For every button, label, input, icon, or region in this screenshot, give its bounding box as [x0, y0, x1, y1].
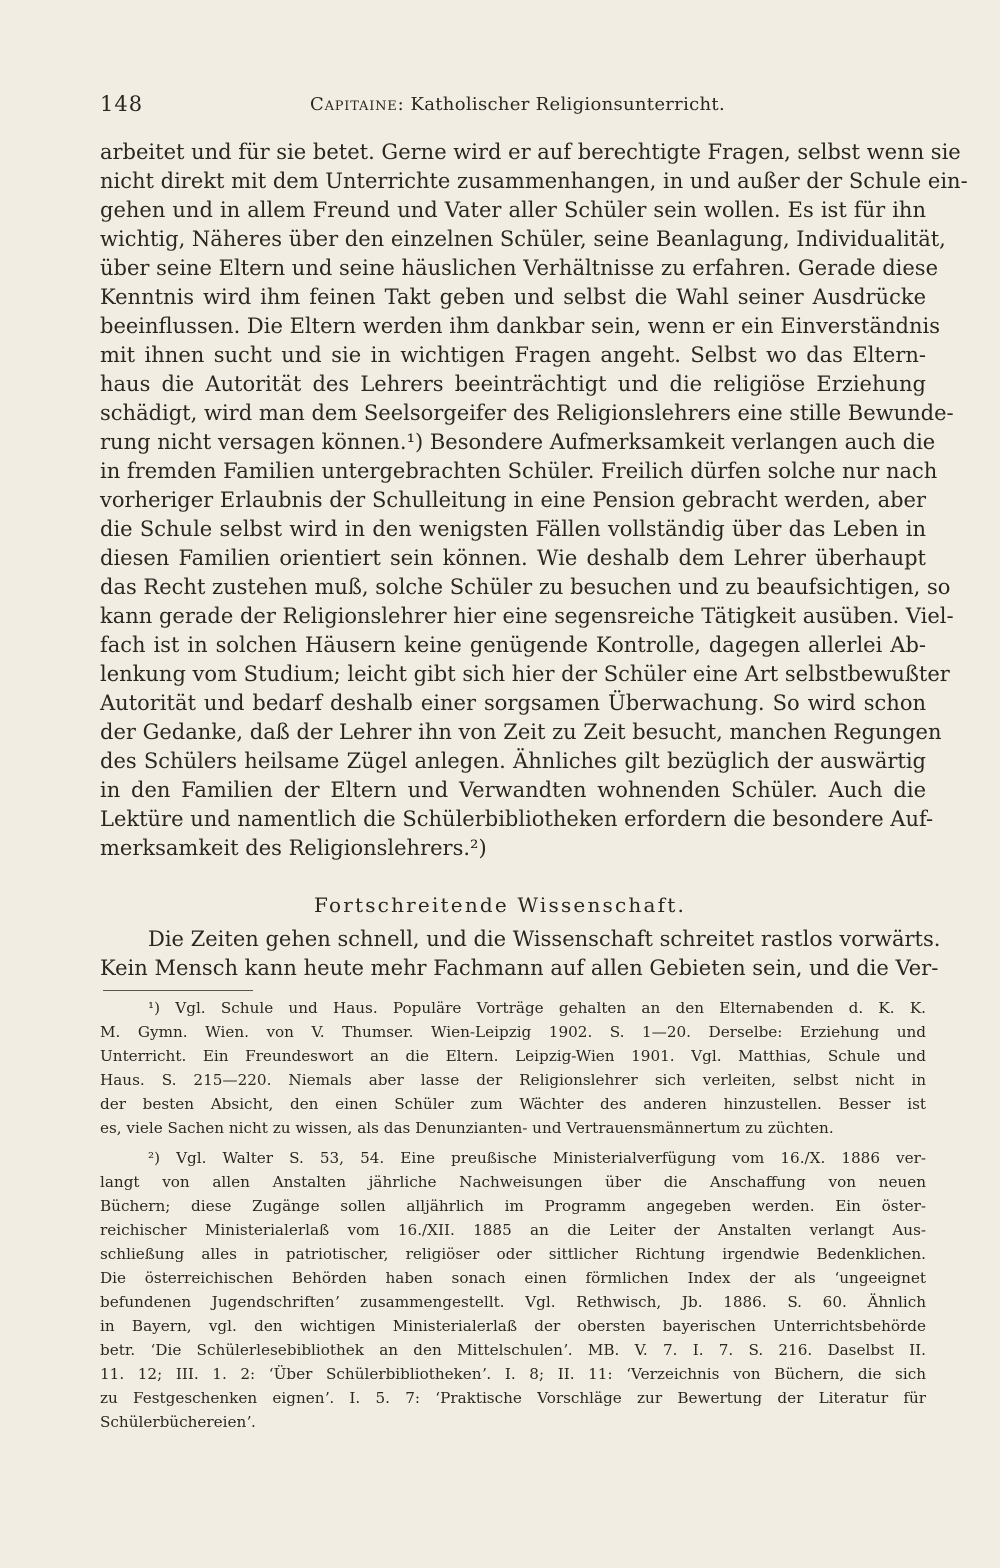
footnote-line: Schülerbüchereienʼ. [100, 1413, 256, 1431]
footnote-rule [103, 990, 253, 991]
running-head [310, 94, 725, 115]
footnote-line: 11. 12; III. 1. 2: ʻÜber Schülerbibliothekenʼ. I. 8; II. 11: ʻVerzeichnis von Büchern, die sich [100, 1365, 926, 1383]
footnote-line: betr. ʻDie Schülerlesebibliothek an den Mittelschulenʼ. MB. V. 7. I. 7. S. 216. Daselbst II. [100, 1341, 926, 1359]
body-line: fach ist in solchen Häusern keine genügende Kontrolle, dagegen allerlei Ab- [100, 633, 926, 657]
footnote-line: befundenen Jugendschriftenʼ zusammengestellt. Vgl. Rethwisch, Jb. 1886. S. 60. Ähnlich [100, 1293, 926, 1311]
footnote-line: ²) Vgl. Walter S. 53, 54. Eine preußische Ministerialverfügung vom 16./X. 1886 ver- [148, 1149, 926, 1167]
body-line: diesen Familien orientiert sein können. Wie deshalb dem Lehrer überhaupt [100, 546, 926, 570]
page-number: 148 [100, 92, 144, 116]
body-line: Die Zeiten gehen schnell, und die Wissenschaft schreitet rastlos vorwärts. [148, 927, 941, 951]
body-line: die Schule selbst wird in den wenigsten Fällen vollständig über das Leben in [100, 517, 926, 541]
footnote-line: Büchern; diese Zugänge sollen alljährlich im Programm angegeben werden. Ein öster- [100, 1197, 926, 1215]
footnote-line: Unterricht. Ein Freundeswort an die Eltern. Leipzig-Wien 1901. Vgl. Matthias, Schule und [100, 1047, 926, 1065]
footnote-line: schließung alles in patriotischer, religiöser oder sittlicher Richtung irgendwie Bedenklichen. [100, 1245, 926, 1263]
body-line: Kenntnis wird ihm feinen Takt geben und selbst die Wahl seiner Ausdrücke [100, 285, 926, 309]
body-line: in den Familien der Eltern und Verwandten wohnenden Schüler. Auch die [100, 778, 926, 802]
footnote-line: der besten Absicht, den einen Schüler zum Wächter des anderen hinzustellen. Besser ist [100, 1095, 926, 1113]
body-line: des Schülers heilsame Zügel anlegen. Ähnliches gilt bezüglich der auswärtig [100, 749, 926, 773]
body-line: Kein Mensch kann heute mehr Fachmann auf allen Gebieten sein, und die Ver- [100, 956, 939, 980]
body-line: lenkung vom Studium; leicht gibt sich hier der Schüler eine Art selbstbewußter [100, 662, 950, 686]
footnote-line: M. Gymn. Wien. von V. Thumser. Wien-Leipzig 1902. S. 1—20. Derselbe: Erziehung und [100, 1023, 926, 1041]
body-line: Lektüre und namentlich die Schülerbibliotheken erfordern die besondere Auf- [100, 807, 934, 831]
body-line: über seine Eltern und seine häuslichen Verhältnisse zu erfahren. Gerade diese [100, 256, 939, 280]
body-line: Autorität und bedarf deshalb einer sorgsamen Überwachung. So wird schon [100, 691, 926, 715]
footnote-line: es, viele Sachen nicht zu wissen, als das Denunzianten- und Vertrauensmännertum zu züchten. [100, 1119, 834, 1137]
footnote-line: langt von allen Anstalten jährliche Nachweisungen über die Anschaffung von neuen [100, 1173, 926, 1191]
body-line: nicht direkt mit dem Unterrichte zusammenhangen, in und außer der Schule ein- [100, 169, 968, 193]
footnote-line: Haus. S. 215—220. Niemals aber lasse der Religionslehrer sich verleiten, selbst nicht in [100, 1071, 926, 1089]
section-heading: Fortschreitende Wissenschaft. [313, 893, 687, 917]
body-line: das Recht zustehen muß, solche Schüler zu besuchen und zu beaufsichtigen, so [100, 575, 951, 599]
footnote-line: ¹) Vgl. Schule und Haus. Populäre Vorträge gehalten an den Elternabenden d. K. K. [148, 999, 926, 1017]
body-line: vorheriger Erlaubnis der Schulleitung in eine Pension gebracht werden, aber [100, 488, 926, 512]
body-line: mit ihnen sucht und sie in wichtigen Fragen angeht. Selbst wo das Eltern- [100, 343, 926, 367]
body-line: gehen und in allem Freund und Vater aller Schüler sein wollen. Es ist für ihn [100, 198, 926, 222]
body-line: wichtig, Näheres über den einzelnen Schüler, seine Beanlagung, Individualität, [100, 227, 946, 251]
running-title: Katholischer Religionsunterricht. [410, 94, 725, 115]
body-line: in fremden Familien untergebrachten Schüler. Freilich dürfen solche nur nach [100, 459, 938, 483]
body-line: arbeitet und für sie betet. Gerne wird er auf berechtigte Fragen, selbst wenn sie [100, 140, 961, 164]
footnote-line: reichischer Ministerialerlaß vom 16./XII. 1885 an die Leiter der Anstalten verlangt Aus- [100, 1221, 926, 1239]
author-name: Capitaine: [310, 94, 405, 115]
body-line: rung nicht versagen können.¹) Besondere Aufmerksamkeit verlangen auch die [100, 430, 936, 454]
body-line: beeinflussen. Die Eltern werden ihm dankbar sein, wenn er ein Einverständnis [100, 314, 940, 338]
body-line: haus die Autorität des Lehrers beeinträchtigt und die religiöse Erziehung [100, 372, 926, 396]
body-line: merksamkeit des Religionslehrers.²) [100, 836, 487, 860]
footnote-line: in Bayern, vgl. den wichtigen Ministerialerlaß der obersten bayerischen Unterrichtsbehörde [100, 1317, 926, 1335]
body-line: kann gerade der Religionslehrer hier eine segensreiche Tätigkeit ausüben. Viel- [100, 604, 954, 628]
footnote-line: Die österreichischen Behörden haben sonach einen förmlichen Index der als ʻungeeignet [100, 1269, 926, 1287]
body-line: der Gedanke, daß der Lehrer ihn von Zeit zu Zeit besucht, manchen Regungen [100, 720, 942, 744]
running-header [100, 92, 926, 122]
body-line: schädigt, wird man dem Seelsorgeifer des Religionslehrers eine stille Bewunde- [100, 401, 954, 425]
footnote-line: zu Festgeschenken eignenʼ. I. 5. 7: ʻPraktische Vorschläge zur Bewertung der Literatur für [100, 1389, 926, 1407]
